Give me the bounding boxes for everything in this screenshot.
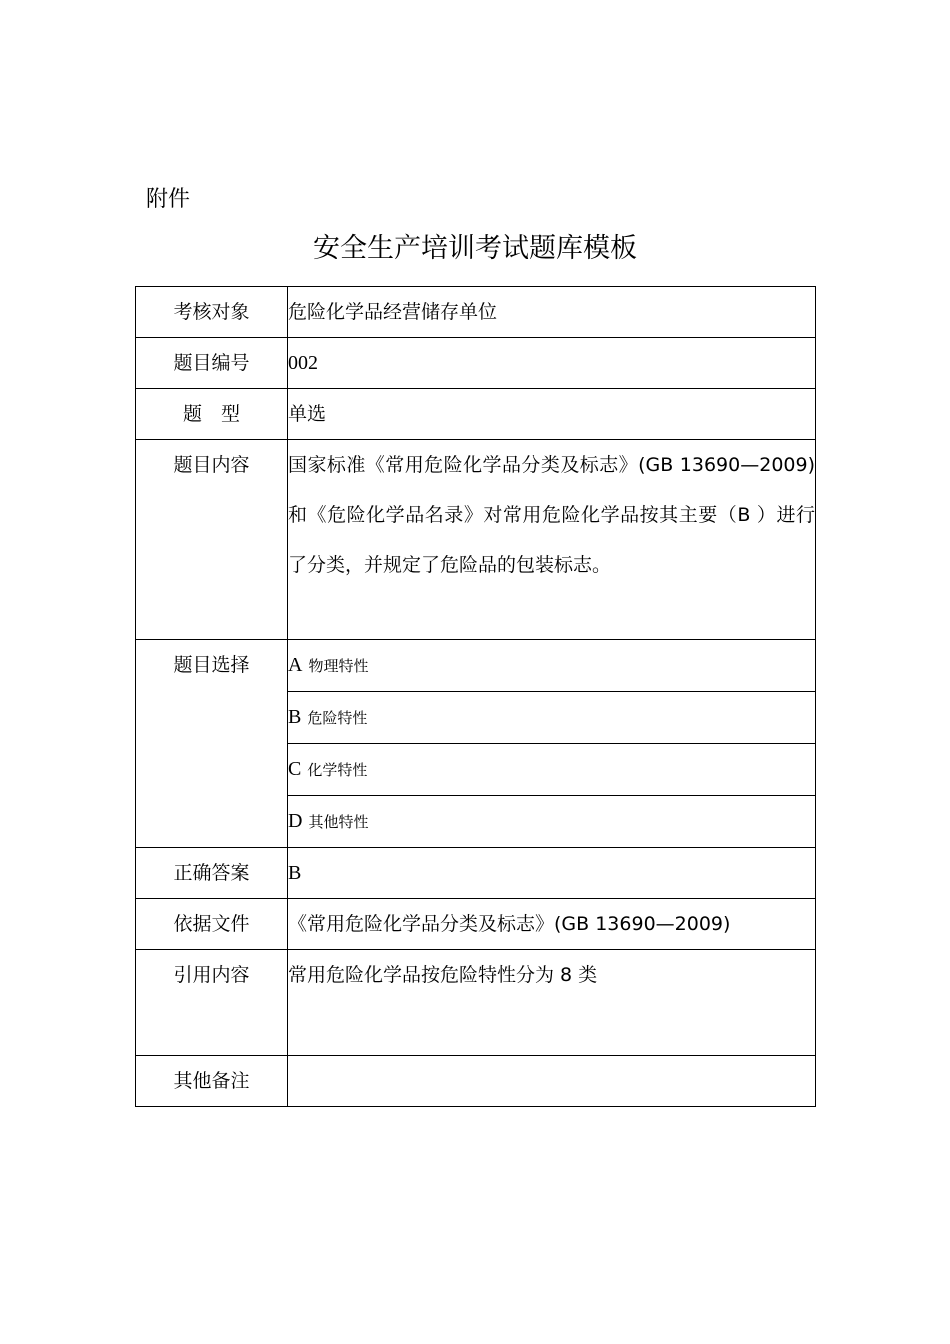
remarks-label-cell [136, 1056, 288, 1107]
option-b-cell [288, 692, 816, 744]
answer-label-cell [136, 848, 288, 899]
option-d-letter: D [288, 810, 303, 832]
option-d-text: 其他特性 [308, 813, 369, 831]
type-value: 单选 [288, 403, 327, 425]
number-label: 题目编号 [173, 352, 250, 374]
content-value: 国家标准《常用危险化学品分类及标志》(GB 13690—2009)和《危险化学品名录》对常用危险化学品按其主要（B ）进行了分类，并规定了危险品的包装标志。 [288, 454, 815, 576]
type-value-cell [288, 389, 816, 440]
number-value-cell [288, 338, 816, 389]
answer-label: 正确答案 [173, 862, 250, 884]
option-a-cell [288, 640, 816, 692]
options-label-cell [136, 640, 288, 848]
basis-value-cell [288, 899, 816, 950]
row-remarks [136, 1056, 816, 1107]
row-basis [136, 899, 816, 950]
basis-label-cell [136, 899, 288, 950]
quote-label: 引用内容 [173, 964, 250, 986]
option-d-cell [288, 796, 816, 848]
quote-value-cell [288, 950, 816, 1056]
quote-value: 常用危险化学品按危险特性分为 8 类 [288, 964, 598, 986]
option-b-letter: B [288, 706, 302, 728]
row-answer [136, 848, 816, 899]
quote-label-cell [136, 950, 288, 1056]
remarks-value-cell [288, 1056, 816, 1107]
type-label-cell [136, 389, 288, 440]
option-c-letter: C [288, 758, 302, 780]
target-value: 危险化学品经营储存单位 [288, 301, 498, 323]
content-label-cell [136, 440, 288, 640]
answer-value-cell [288, 848, 816, 899]
option-c-text: 化学特性 [307, 761, 368, 779]
option-a-letter: A [288, 654, 303, 676]
row-quote [136, 950, 816, 1056]
option-b-text: 危险特性 [307, 709, 368, 727]
target-value-cell [288, 287, 816, 338]
option-a-text: 物理特性 [308, 657, 369, 675]
row-number [136, 338, 816, 389]
option-c-cell [288, 744, 816, 796]
target-label-cell [136, 287, 288, 338]
basis-value: 《常用危险化学品分类及标志》(GB 13690—2009) [288, 913, 731, 935]
document-title: 安全生产培训考试题库模板 [313, 233, 637, 264]
type-label: 题 型 [182, 403, 240, 425]
question-table [135, 286, 816, 1107]
attachment-label: 附件 [146, 187, 191, 212]
answer-value: B [288, 862, 302, 884]
row-option-a [136, 640, 816, 692]
row-content [136, 440, 816, 640]
basis-label: 依据文件 [173, 913, 250, 935]
row-target [136, 287, 816, 338]
content-value-cell [288, 440, 816, 640]
options-label: 题目选择 [173, 654, 250, 676]
target-label: 考核对象 [173, 301, 250, 323]
number-label-cell [136, 338, 288, 389]
remarks-label: 其他备注 [173, 1070, 250, 1092]
row-type [136, 389, 816, 440]
number-value: 002 [288, 352, 318, 374]
content-label: 题目内容 [173, 454, 250, 476]
